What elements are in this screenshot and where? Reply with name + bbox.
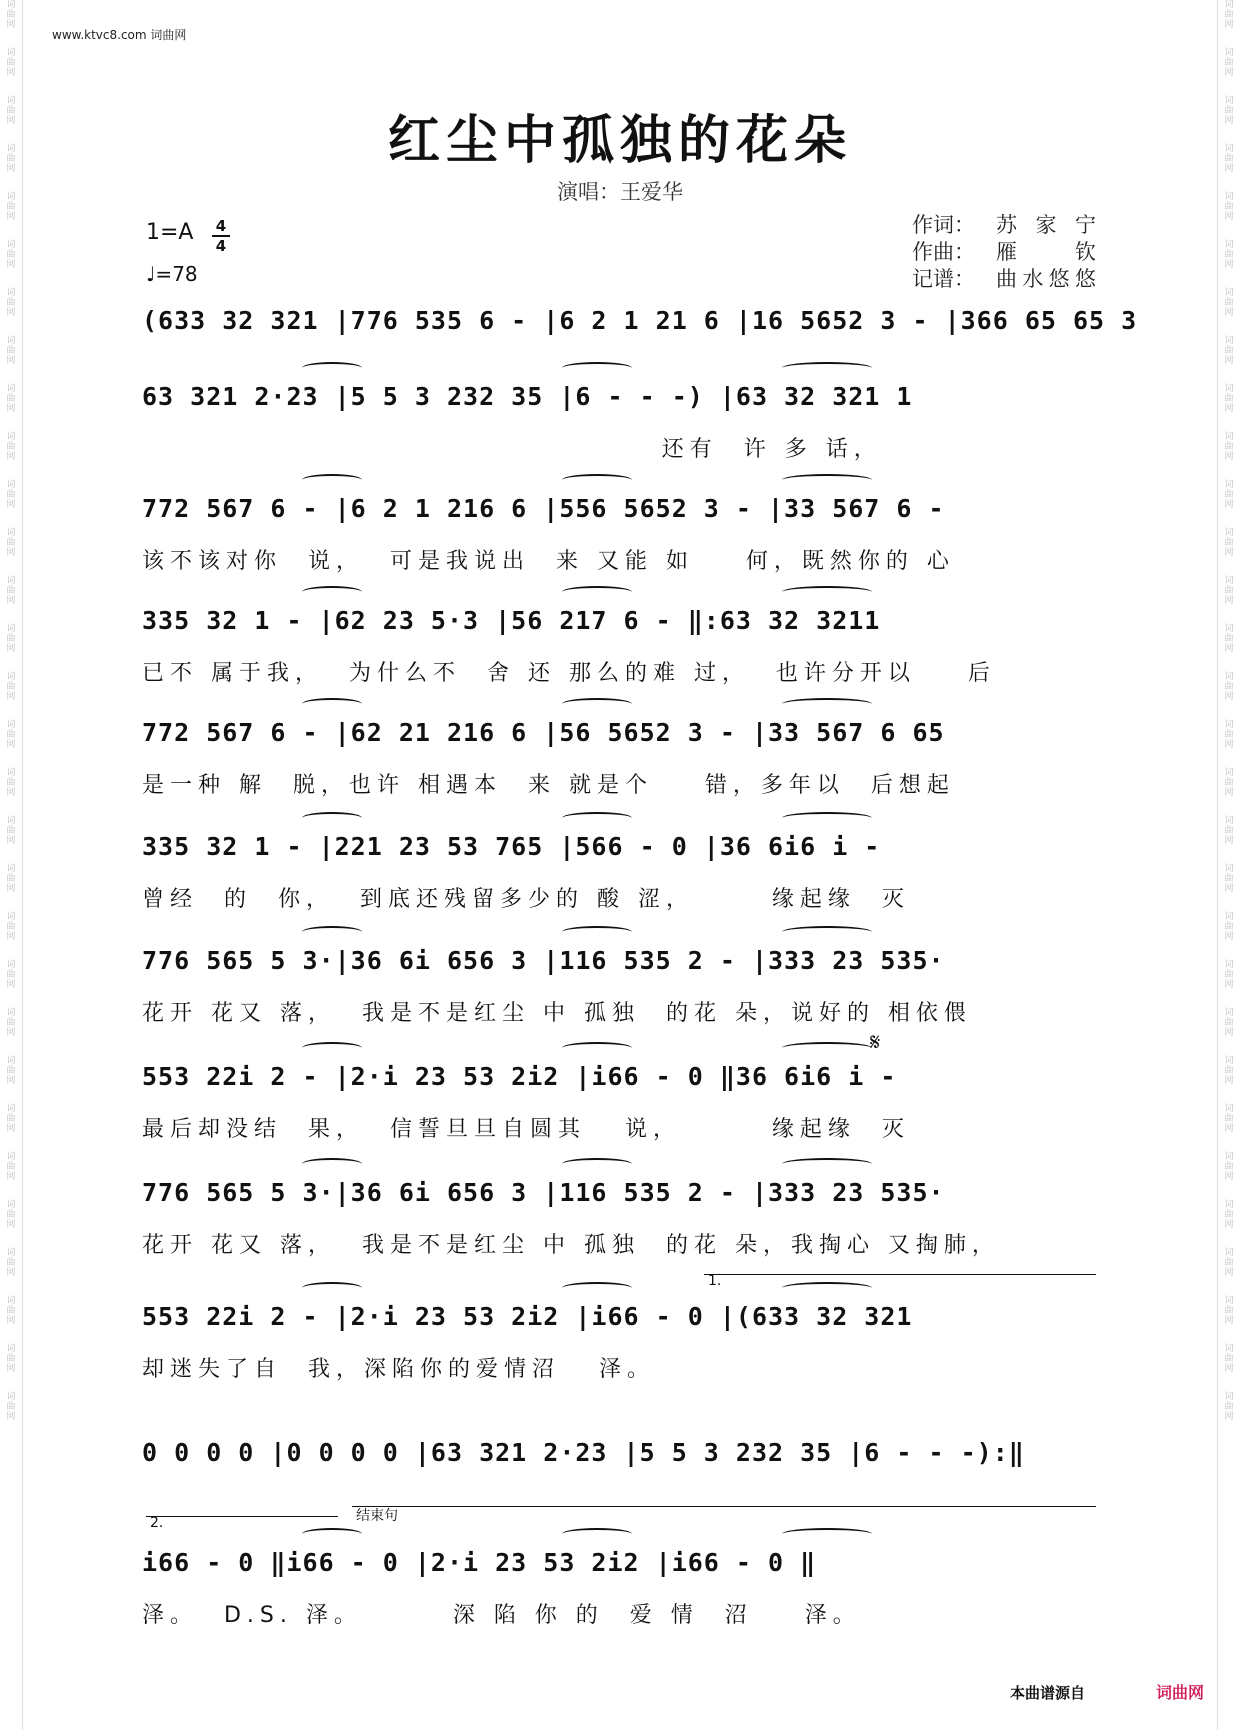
time-signature bbox=[212, 218, 230, 254]
watermark-mark: 词 曲 网 bbox=[1224, 528, 1234, 558]
watermark-mark: 词 曲 网 bbox=[6, 672, 16, 702]
footer-site-link[interactable]: 词曲网 bbox=[1156, 1683, 1205, 1702]
watermark-mark: 词 曲 网 bbox=[6, 384, 16, 414]
slur-arc bbox=[782, 926, 872, 938]
slur-arc bbox=[782, 1528, 872, 1540]
notes-line: 63 321 2·23 |5 5 3 232 35 |6 - - -) |63 32 321 1 bbox=[142, 381, 913, 411]
slur-arc bbox=[562, 1528, 632, 1540]
segno-sign: 𝄋 bbox=[870, 1028, 881, 1056]
watermark-mark: 词 曲 网 bbox=[6, 528, 16, 558]
slur-arc bbox=[302, 926, 362, 938]
composer-name: 雁 钦 bbox=[996, 240, 1096, 264]
watermark-mark: 词 曲 网 bbox=[1224, 672, 1234, 702]
watermark-mark: 词 曲 网 bbox=[6, 240, 16, 270]
volta-1-bracket: 1. bbox=[704, 1274, 1096, 1285]
lyrics-line: 已不 属于我， 为什么不 舍 还 那么的难 过， 也许分开以 后 bbox=[142, 661, 996, 686]
lyrics-line: 泽。 D.S. 泽。 深 陷 你 的 爱 情 沼 泽。 bbox=[142, 1603, 861, 1628]
lyrics-line: 还有 许 多 话， bbox=[142, 437, 882, 462]
slur-arc bbox=[782, 362, 872, 374]
watermark-mark: 词 曲 网 bbox=[1224, 144, 1234, 174]
watermark-mark: 词 曲 网 bbox=[6, 336, 16, 366]
notes-line: (633 32 321 |776 535 6 - |6 2 1 21 6 |16 5652 3 - |366 65 65 3 bbox=[142, 305, 1138, 335]
watermark-mark: 词 曲 网 bbox=[1224, 1344, 1234, 1374]
watermark-mark: 词 曲 网 bbox=[1224, 576, 1234, 606]
volta-2-bracket: 2. bbox=[146, 1516, 338, 1527]
composer-credit: 作曲： 雁 钦 bbox=[912, 240, 1096, 264]
watermark-mark: 词 曲 网 bbox=[1224, 960, 1234, 990]
notes-line: 335 32 1 - |62 23 5·3 |56 217 6 - ‖:63 32 3211 bbox=[142, 605, 881, 635]
notes-line: 553 22i 2 - |2·i 23 53 2i2 |i66 - 0 |(633 32 321 bbox=[142, 1301, 913, 1331]
slur-arc bbox=[562, 1158, 632, 1170]
slur-arc bbox=[302, 1158, 362, 1170]
notes-line: 0 0 0 0 |0 0 0 0 |63 321 2·23 |5 5 3 232 35 |6 - - -):‖ bbox=[142, 1437, 1025, 1467]
transcriber-name: 曲 水 悠 悠 bbox=[996, 267, 1096, 291]
time-bottom: 4 bbox=[215, 237, 227, 255]
slur-arc bbox=[302, 1042, 362, 1054]
watermark-mark: 词 曲 网 bbox=[1224, 48, 1234, 78]
watermark-mark: 词 曲 网 bbox=[1224, 192, 1234, 222]
slur-arc bbox=[302, 1528, 362, 1540]
slur-arc bbox=[782, 812, 872, 824]
notes-line: 772 567 6 - |62 21 216 6 |56 5652 3 - |33 567 6 65 bbox=[142, 717, 945, 747]
watermark-mark: 词 曲 网 bbox=[6, 1152, 16, 1182]
credits-block bbox=[912, 212, 1096, 293]
key-signature: 1=A bbox=[146, 220, 194, 245]
watermark-mark: 词 曲 网 bbox=[1224, 624, 1234, 654]
watermark-mark: 词 曲 网 bbox=[6, 96, 16, 126]
watermark-mark: 词 曲 网 bbox=[1224, 1056, 1234, 1086]
watermark-mark: 词 曲 网 bbox=[1224, 1248, 1234, 1278]
watermark-mark: 词 曲 网 bbox=[6, 288, 16, 318]
notes-line: 553 22i 2 - |2·i 23 53 2i2 |i66 - 0 ‖36 6i6 i - bbox=[142, 1061, 897, 1091]
slur-arc bbox=[302, 1282, 362, 1294]
slur-arc bbox=[302, 362, 362, 374]
lyrics-line: 最后却没结 果， 信誓旦旦自圆其 说， 缘起缘 灭 bbox=[142, 1117, 910, 1142]
slur-arc bbox=[302, 586, 362, 598]
slur-arc bbox=[562, 698, 632, 710]
footer-source: 本曲谱源自 bbox=[1010, 1684, 1086, 1702]
watermark-mark: 词 曲 网 bbox=[1224, 816, 1234, 846]
watermark-mark: 词 曲 网 bbox=[6, 912, 16, 942]
slur-arc bbox=[302, 698, 362, 710]
watermark-mark: 词 曲 网 bbox=[1224, 1008, 1234, 1038]
right-margin-line bbox=[1217, 0, 1218, 1730]
watermark-mark: 词 曲 网 bbox=[1224, 864, 1234, 894]
lyrics-line: 该不该对你 说， 可是我说出 来 又能 如 何，既然你的 心 bbox=[142, 549, 955, 574]
lyrics-line: 曾经 的 你， 到底还残留多少的 酸 涩， 缘起缘 灭 bbox=[142, 887, 910, 912]
slur-arc bbox=[562, 812, 632, 824]
singer-credit: 演唱：王爱华 bbox=[557, 180, 683, 204]
lyrics-line: 却迷失了自 我，深陷你的爱情沼 泽。 bbox=[142, 1357, 655, 1382]
watermark-mark: 词 曲 网 bbox=[6, 144, 16, 174]
slur-arc bbox=[782, 698, 872, 710]
watermark-mark: 词 曲 网 bbox=[1224, 1152, 1234, 1182]
tempo-marking: ♩=78 bbox=[146, 262, 198, 286]
watermark-mark: 词 曲 网 bbox=[6, 48, 16, 78]
watermark-mark: 词 曲 网 bbox=[1224, 720, 1234, 750]
watermark-mark: 词 曲 网 bbox=[6, 816, 16, 846]
lyrics-line: 是一种 解 脱，也许 相遇本 来 就是个 错，多年以 后想起 bbox=[142, 773, 955, 798]
watermark-mark: 词 曲 网 bbox=[6, 1008, 16, 1038]
watermark-mark: 词 曲 网 bbox=[6, 1392, 16, 1422]
watermark-mark: 词 曲 网 bbox=[1224, 336, 1234, 366]
slur-arc bbox=[302, 474, 362, 486]
transcriber-credit: 记谱： 曲 水 悠 悠 bbox=[912, 267, 1096, 291]
notes-line: 772 567 6 - |6 2 1 216 6 |556 5652 3 - |33 567 6 - bbox=[142, 493, 945, 523]
watermark-mark: 词 曲 网 bbox=[1224, 1296, 1234, 1326]
slur-arc bbox=[782, 474, 872, 486]
watermark-mark: 词 曲 网 bbox=[6, 0, 16, 30]
watermark-mark: 词 曲 网 bbox=[6, 480, 16, 510]
watermark-mark: 词 曲 网 bbox=[1224, 1392, 1234, 1422]
lyricist-name: 苏 家 宁 bbox=[996, 213, 1096, 237]
watermark-mark: 词 曲 网 bbox=[1224, 240, 1234, 270]
watermark-mark: 词 曲 网 bbox=[1224, 1104, 1234, 1134]
watermark-mark: 词 曲 网 bbox=[6, 432, 16, 462]
watermark-mark: 词 曲 网 bbox=[6, 864, 16, 894]
watermark-mark: 词 曲 网 bbox=[1224, 432, 1234, 462]
site-url[interactable]: www.ktvc8.com 词曲网 bbox=[52, 28, 187, 42]
slur-arc bbox=[782, 586, 872, 598]
notes-line: 776 565 5 3·|36 6i 656 3 |116 535 2 - |333 23 535· bbox=[142, 945, 945, 975]
lyricist-credit: 作词： 苏 家 宁 bbox=[912, 213, 1096, 237]
watermark-mark: 词 曲 网 bbox=[6, 1248, 16, 1278]
watermark-mark: 词 曲 网 bbox=[1224, 912, 1234, 942]
watermark-mark: 词 曲 网 bbox=[6, 1104, 16, 1134]
notes-line: 776 565 5 3·|36 6i 656 3 |116 535 2 - |333 23 535· bbox=[142, 1177, 945, 1207]
watermark-mark: 词 曲 网 bbox=[6, 1056, 16, 1086]
time-top: 4 bbox=[215, 217, 227, 235]
slur-arc bbox=[782, 1042, 872, 1054]
watermark-mark: 词 曲 网 bbox=[6, 192, 16, 222]
watermark-mark: 词 曲 网 bbox=[6, 624, 16, 654]
watermark-mark: 词 曲 网 bbox=[6, 720, 16, 750]
watermark-mark: 词 曲 网 bbox=[6, 1200, 16, 1230]
watermark-mark: 词 曲 网 bbox=[1224, 768, 1234, 798]
slur-arc bbox=[562, 474, 632, 486]
lyrics-line: 花开 花又 落， 我是不是红尘 中 孤独 的花 朵，说好的 相依偎 bbox=[142, 1001, 972, 1026]
watermark-mark: 词 曲 网 bbox=[6, 1296, 16, 1326]
watermark-mark: 词 曲 网 bbox=[1224, 288, 1234, 318]
watermark-mark: 词 曲 网 bbox=[1224, 96, 1234, 126]
watermark-mark: 词 曲 网 bbox=[6, 768, 16, 798]
slur-arc bbox=[562, 926, 632, 938]
ending-bracket: 结束句 bbox=[352, 1506, 1096, 1517]
watermark-mark: 词 曲 网 bbox=[6, 576, 16, 606]
slur-arc bbox=[562, 362, 632, 374]
right-watermark-strip bbox=[1220, 0, 1238, 1730]
watermark-mark: 词 曲 网 bbox=[6, 1344, 16, 1374]
notes-line: 335 32 1 - |221 23 53 765 |566 - 0 |36 6i6 i - bbox=[142, 831, 881, 861]
notes-line: i66 - 0 ‖i66 - 0 |2·i 23 53 2i2 |i66 - 0 ‖ bbox=[142, 1547, 817, 1577]
watermark-mark: 词 曲 网 bbox=[1224, 0, 1234, 30]
slur-arc bbox=[562, 1282, 632, 1294]
left-margin-line bbox=[22, 0, 23, 1730]
slur-arc bbox=[562, 1042, 632, 1054]
lyrics-line: 花开 花又 落， 我是不是红尘 中 孤独 的花 朵，我掏心 又掏肺， bbox=[142, 1233, 1000, 1258]
watermark-mark: 词 曲 网 bbox=[6, 960, 16, 990]
watermark-mark: 词 曲 网 bbox=[1224, 1200, 1234, 1230]
left-watermark-strip bbox=[2, 0, 20, 1730]
slur-arc bbox=[782, 1158, 872, 1170]
watermark-mark: 词 曲 网 bbox=[1224, 480, 1234, 510]
song-title: 红尘中孤独的花朵 bbox=[387, 110, 852, 171]
slur-arc bbox=[562, 586, 632, 598]
watermark-mark: 词 曲 网 bbox=[1224, 384, 1234, 414]
slur-arc bbox=[302, 812, 362, 824]
